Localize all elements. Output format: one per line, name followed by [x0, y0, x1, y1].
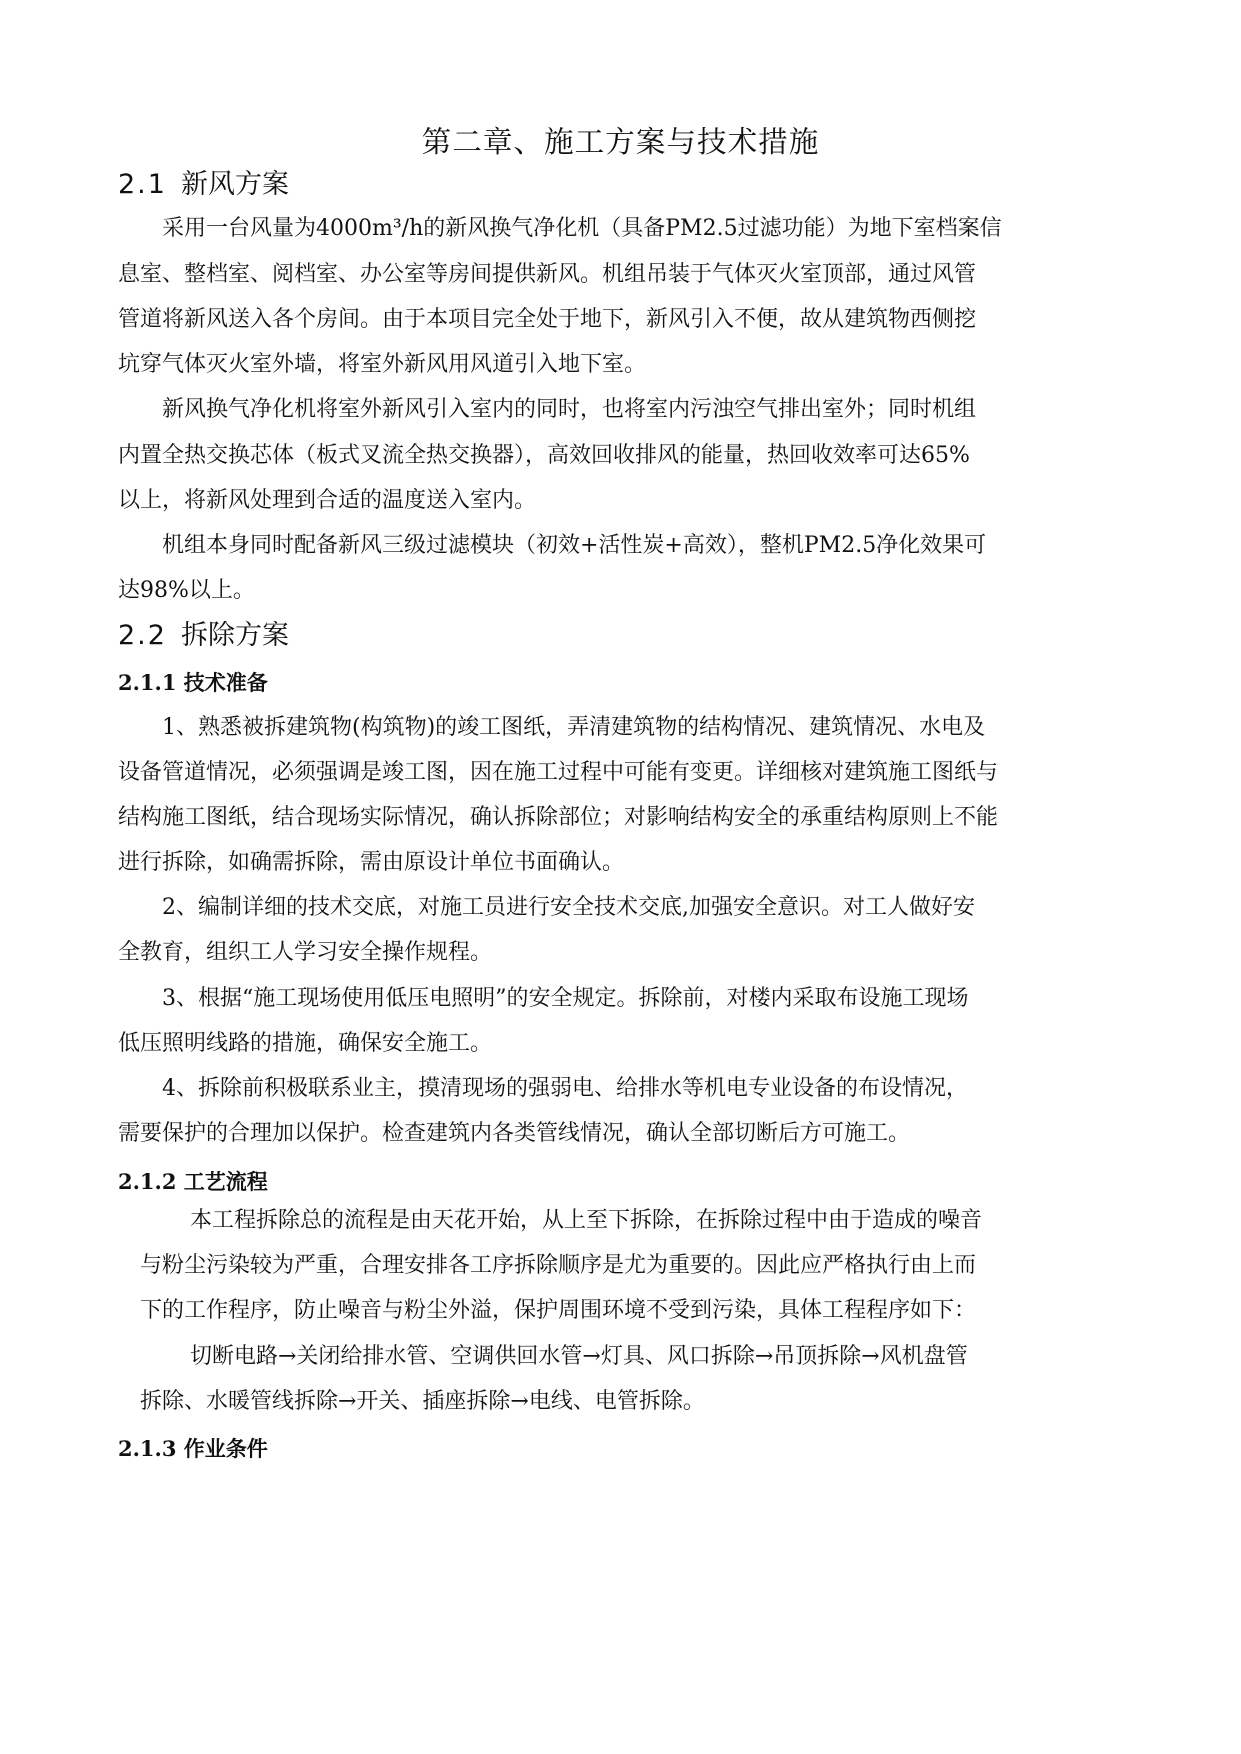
paragraph-line: 管道将新风送入各个房间。由于本项目完全处于地下，新风引入不便，故从建筑物西侧挖: [118, 307, 977, 332]
section-number: 2.2: [118, 620, 167, 651]
section-heading-2-2: [118, 616, 289, 656]
paragraph-line: 机组本身同时配备新风三级过滤模块（初效+活性炭+高效），整机PM2.5净化效果可: [162, 533, 987, 558]
chapter-title: 第二章、施工方案与技术措施: [421, 125, 820, 159]
paragraph-line: 采用一台风量为4000m³/h的新风换气净化机（具备PM2.5过滤功能）为地下室档案信: [162, 216, 1002, 241]
subsection-heading-2-1-3: 2.1.3 作业条件: [118, 1436, 268, 1461]
paragraph-line: 达98%以上。: [118, 578, 255, 603]
paragraph-line: 1、熟悉被拆建筑物(构筑物)的竣工图纸，弄清建筑物的结构情况、建筑情况、水电及: [162, 715, 986, 740]
paragraph-line: 切断电路→关闭给排水管、空调供回水管→灯具、风口拆除→吊顶拆除→风机盘管: [190, 1344, 968, 1369]
paragraph-line: 坑穿气体灭火室外墙，将室外新风用风道引入地下室。: [118, 352, 647, 377]
paragraph-line: 拆除、水暖管线拆除→开关、插座拆除→电线、电管拆除。: [140, 1389, 705, 1414]
paragraph-line: 下的工作程序，防止噪音与粉尘外溢，保护周围环境不受到污染，具体工程程序如下：: [140, 1298, 977, 1323]
paragraph-line: 以上，将新风处理到合适的温度送入室内。: [118, 488, 537, 513]
paragraph-line: 进行拆除，如确需拆除，需由原设计单位书面确认。: [118, 850, 625, 875]
paragraph-line: 息室、整档室、阅档室、办公室等房间提供新风。机组吊装于气体灭火室顶部，通过风管: [118, 262, 977, 287]
paragraph-line: 低压照明线路的措施，确保安全施工。: [118, 1031, 493, 1056]
paragraph-line: 2、编制详细的技术交底，对施工员进行安全技术交底,加强安全意识。对工人做好安: [162, 895, 975, 920]
paragraph-line: 全教育，组织工人学习安全操作规程。: [118, 940, 493, 965]
paragraph-line: 与粉尘污染较为严重，合理安排各工序拆除顺序是尤为重要的。因此应严格执行由上而: [140, 1253, 977, 1278]
section-title: 拆除方案: [180, 620, 289, 651]
paragraph-line: 新风换气净化机将室外新风引入室内的同时，也将室内污浊空气排出室外；同时机组: [162, 397, 977, 422]
paragraph-line: 需要保护的合理加以保护。检查建筑内各类管线情况，确认全部切断后方可施工。: [118, 1121, 911, 1146]
subsection-heading-2-1-2: 2.1.2 工艺流程: [118, 1169, 268, 1194]
section-title: 新风方案: [180, 169, 289, 200]
section-number: 2.1: [118, 169, 167, 200]
paragraph-line: 本工程拆除总的流程是由天花开始，从上至下拆除，在拆除过程中由于造成的噪音: [190, 1208, 983, 1233]
subsection-heading-2-1-1: 2.1.1 技术准备: [118, 670, 268, 695]
paragraph-line: 设备管道情况，必须强调是竣工图，因在施工过程中可能有变更。详细核对建筑施工图纸与: [118, 760, 999, 785]
paragraph-line: 4、拆除前积极联系业主，摸清现场的强弱电、给排水等机电专业设备的布设情况，: [162, 1076, 968, 1101]
paragraph-line: 结构施工图纸，结合现场实际情况，确认拆除部位；对影响结构安全的承重结构原则上不能: [118, 805, 999, 830]
section-heading-2-1: [118, 165, 289, 205]
paragraph-line: 3、根据“施工现场使用低压电照明”的安全规定。拆除前，对楼内采取布设施工现场: [162, 986, 969, 1011]
paragraph-line: 内置全热交换芯体（板式叉流全热交换器），高效回收排风的能量，热回收效率可达65%: [118, 443, 970, 468]
